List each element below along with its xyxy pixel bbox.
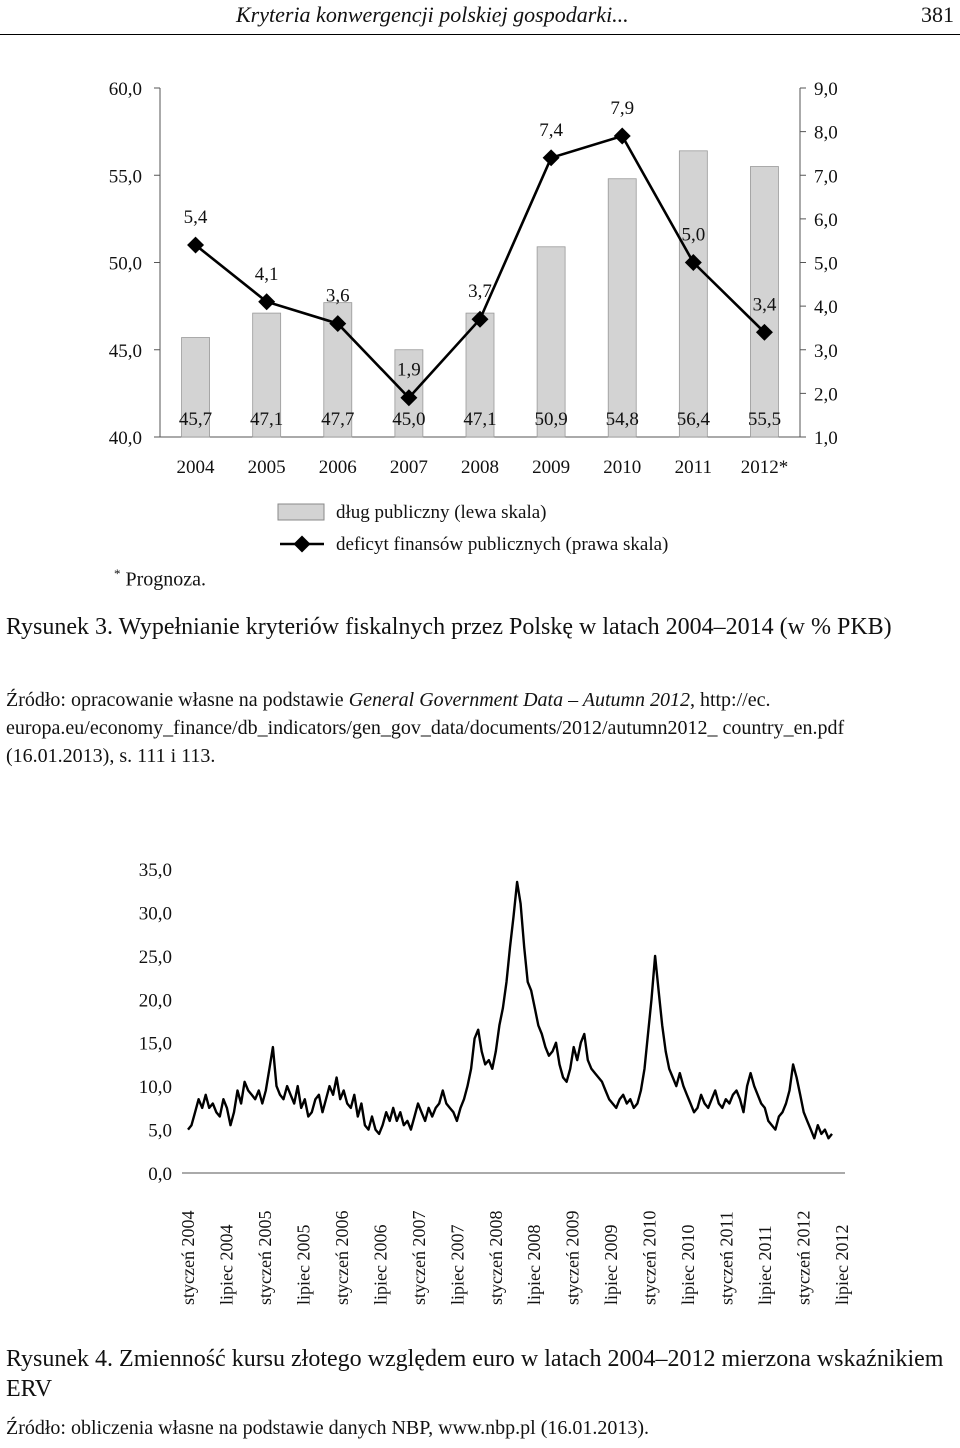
right-tick-label: 5,0 xyxy=(814,253,838,275)
legend xyxy=(278,502,668,555)
x-tick-label: lipiec 2007 xyxy=(447,1224,468,1305)
debt-bar-label: 47,7 xyxy=(321,409,355,430)
deficit-label: 7,9 xyxy=(610,97,635,119)
x-tick-label: styczeń 2012 xyxy=(793,1210,814,1305)
debt-bar xyxy=(608,179,636,437)
y-tick-label: 0,0 xyxy=(148,1164,172,1185)
x-axis-labels xyxy=(178,1211,852,1305)
deficit-marker xyxy=(543,149,560,166)
x-tick-label: styczeń 2007 xyxy=(408,1210,429,1305)
x-tick-label: 2011 xyxy=(674,457,712,478)
figure3-source-title: General Government Data – Autumn 2012 xyxy=(348,689,690,711)
debt-bar-label: 45,7 xyxy=(178,409,213,430)
x-tick-label: 2010 xyxy=(603,457,642,478)
right-axis xyxy=(800,79,838,449)
left-tick-label: 60,0 xyxy=(108,79,142,100)
x-tick-label: 2006 xyxy=(318,457,357,478)
legend-diamond-icon xyxy=(294,536,311,553)
figure4-caption-text: Zmienność kursu złotego względem euro w latach 2004–2012 mierzona wskaźnikiem ERV xyxy=(6,1346,944,1402)
y-tick-label: 15,0 xyxy=(138,1033,172,1055)
figure4-label: Rysunek 4. xyxy=(6,1346,114,1372)
x-tick-label: styczeń 2009 xyxy=(562,1210,583,1305)
left-tick-label: 40,0 xyxy=(108,428,142,449)
deficit-label: 5,0 xyxy=(681,224,706,246)
y-tick-label: 20,0 xyxy=(138,990,172,1012)
deficit-label: 3,6 xyxy=(325,285,350,307)
figure3-source-text-1: opracowanie własne na podstawie xyxy=(71,689,344,711)
debt-bar-label: 54,8 xyxy=(605,409,639,430)
x-tick-label: styczeń 2004 xyxy=(178,1210,198,1305)
deficit-label: 5,4 xyxy=(183,207,208,229)
figure3-source-label: Źródło: xyxy=(6,689,66,711)
debt-bar xyxy=(679,151,707,437)
figure4-caption xyxy=(6,1344,954,1404)
x-tick-label: styczeń 2008 xyxy=(485,1210,506,1305)
right-tick-label: 8,0 xyxy=(814,122,838,144)
x-tick-label: 2005 xyxy=(247,457,286,478)
debt-bar-label: 50,9 xyxy=(534,409,568,430)
debt-bar-label: 47,1 xyxy=(250,409,284,430)
footnote-mark: * xyxy=(114,566,121,581)
x-tick-label: lipiec 2005 xyxy=(293,1224,314,1305)
debt-bar-label: 45,0 xyxy=(392,409,426,430)
left-tick-label: 50,0 xyxy=(108,253,142,275)
figure3-caption-text: Wypełnianie kryteriów fiskalnych przez Polskę w latach 2004–2014 (w % PKB) xyxy=(118,614,892,640)
erv-line xyxy=(188,882,832,1138)
figure4-source xyxy=(6,1414,954,1442)
x-axis-labels xyxy=(177,457,789,478)
x-tick-label: lipiec 2008 xyxy=(524,1224,545,1305)
figure3-caption xyxy=(6,612,954,642)
x-tick-label: lipiec 2009 xyxy=(601,1224,622,1305)
legend-bar-swatch xyxy=(278,504,324,520)
page-header xyxy=(0,0,960,40)
x-tick-label: lipiec 2006 xyxy=(370,1224,391,1305)
figure4-source-text: obliczenia własne na podstawie danych NBP, www.nbp.pl (16.01.2013). xyxy=(71,1417,650,1439)
x-tick-label: 2012* xyxy=(740,457,789,478)
y-tick-label: 30,0 xyxy=(138,903,172,925)
debt-bar-label: 47,1 xyxy=(463,409,497,430)
right-tick-label: 1,0 xyxy=(814,428,838,449)
debt-bar-label: 56,4 xyxy=(676,409,710,430)
right-tick-label: 2,0 xyxy=(814,384,838,406)
right-tick-label: 4,0 xyxy=(814,297,838,319)
x-tick-label: lipiec 2010 xyxy=(678,1224,699,1305)
y-axis-labels xyxy=(139,860,172,1185)
left-tick-label: 55,0 xyxy=(108,166,142,188)
x-tick-label: 2009 xyxy=(532,457,571,478)
x-tick-label: styczeń 2005 xyxy=(254,1210,275,1305)
left-tick-label: 45,0 xyxy=(108,340,142,362)
page-number: 381 xyxy=(921,2,954,27)
y-tick-label: 35,0 xyxy=(138,860,172,881)
deficit-label: 3,4 xyxy=(752,294,777,316)
right-tick-label: 7,0 xyxy=(814,166,838,188)
chart-footnote xyxy=(114,566,206,592)
x-tick-label: styczeń 2006 xyxy=(331,1210,352,1305)
figure3-source xyxy=(6,686,954,770)
x-tick-label: styczeń 2011 xyxy=(716,1211,737,1305)
debt-bar-labels xyxy=(179,409,781,430)
x-tick-label: 2008 xyxy=(461,457,499,478)
deficit-marker xyxy=(614,128,631,145)
y-tick-label: 25,0 xyxy=(138,946,172,968)
legend-debt-label: dług publiczny (lewa skala) xyxy=(336,502,547,523)
figure4-source-label: Źródło: xyxy=(6,1417,66,1439)
y-tick-label: 5,0 xyxy=(148,1120,172,1142)
deficit-label: 7,4 xyxy=(539,119,563,141)
x-tick-label: lipiec 2012 xyxy=(832,1224,852,1305)
y-tick-label: 10,0 xyxy=(138,1077,172,1099)
debt-bar-label: 55,5 xyxy=(747,409,782,430)
right-tick-label: 9,0 xyxy=(814,79,838,100)
deficit-label: 3,7 xyxy=(468,281,492,303)
legend-deficit-label: deficyt finansów publicznych (prawa skala) xyxy=(336,534,669,555)
x-tick-label: 2007 xyxy=(389,457,428,478)
footnote-text: Prognoza. xyxy=(120,568,207,591)
x-tick-label: lipiec 2011 xyxy=(755,1225,776,1305)
x-tick-label: 2004 xyxy=(176,457,215,478)
right-tick-label: 6,0 xyxy=(814,209,838,231)
right-tick-label: 3,0 xyxy=(814,340,838,362)
x-tick-label: lipiec 2004 xyxy=(216,1224,237,1305)
left-axis xyxy=(109,79,160,449)
fiscal-criteria-chart xyxy=(0,60,960,620)
running-title: Kryteria konwergencji polskiej gospodarki... xyxy=(236,2,629,27)
deficit-label: 4,1 xyxy=(254,263,279,285)
x-tick-label: styczeń 2010 xyxy=(639,1210,660,1305)
figure3-source-text-2: , http://ec. europa.eu/economy_finance/db_indicators/gen_gov_data/documents/2012/autumn2012_ country_en.pdf (16.01.2013), s. 111 i 113. xyxy=(6,689,845,767)
figure3-label: Rysunek 3. xyxy=(6,614,114,640)
deficit-label: 1,9 xyxy=(397,359,421,381)
header-rule xyxy=(0,34,960,35)
erv-chart xyxy=(0,850,960,1330)
